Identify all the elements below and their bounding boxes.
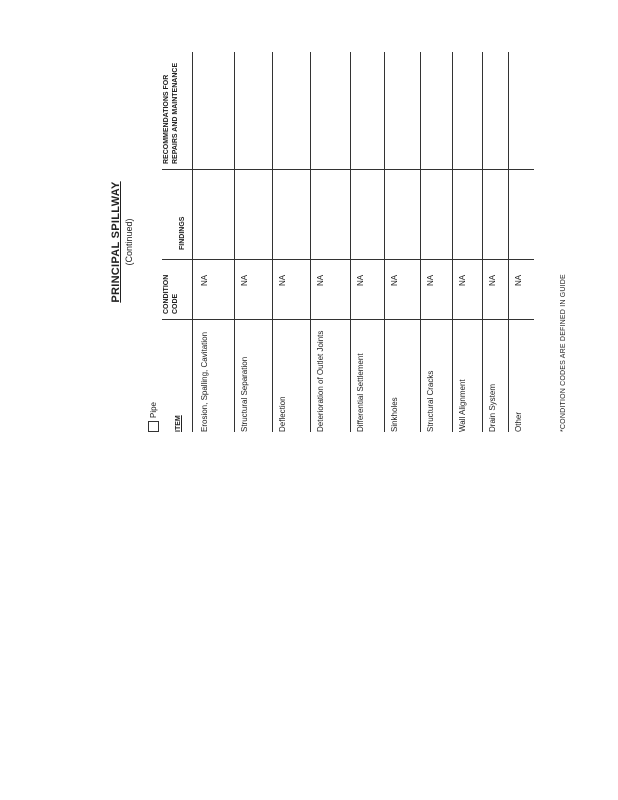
header-rule (192, 52, 193, 432)
row-condition-code[interactable]: NA (458, 274, 467, 286)
row-condition-code[interactable]: NA (316, 274, 325, 286)
row-rule (234, 52, 235, 432)
pipe-checkbox-label: Pipe (149, 401, 158, 418)
footnote: *CONDITION CODES ARE DEFINED IN GUIDE (560, 274, 567, 432)
header-findings: FINDINGS (179, 216, 186, 250)
row-rule (508, 52, 509, 432)
divider-code-findings (162, 259, 534, 260)
row-label: Deterioration of Outlet Joints (316, 330, 325, 432)
row-label: Structural Cracks (426, 370, 435, 432)
row-rule (420, 52, 421, 432)
row-label: Differential Settlement (356, 353, 365, 432)
row-condition-code[interactable]: NA (356, 274, 365, 286)
divider-findings-recommendations (162, 169, 534, 170)
row-condition-code[interactable]: NA (390, 274, 399, 286)
pipe-checkbox[interactable] (148, 421, 159, 432)
row-condition-code[interactable]: NA (200, 274, 209, 286)
inspection-table (162, 52, 534, 432)
row-label: Sinkholes (390, 397, 399, 432)
row-label: Wall Alignment (458, 379, 467, 432)
row-condition-code[interactable]: NA (426, 274, 435, 286)
row-rule (482, 52, 483, 432)
row-rule (384, 52, 385, 432)
row-condition-code[interactable]: NA (488, 274, 497, 286)
row-label: Drain System (488, 383, 497, 432)
divider-item-code (162, 319, 534, 320)
row-label: Structural Separation (240, 356, 249, 432)
header-condition-code: CONDITION CODE (163, 274, 179, 314)
row-label: Erosion, Spalling, Cavitation (200, 331, 209, 432)
row-rule (452, 52, 453, 432)
header-item: ITEM (175, 415, 182, 432)
pipe-checkbox-row[interactable] (148, 402, 159, 432)
page-subtitle: (Continued) (124, 218, 134, 266)
row-condition-code[interactable]: NA (514, 274, 523, 286)
row-label: Deflection (278, 396, 287, 432)
row-condition-code[interactable]: NA (278, 274, 287, 286)
row-rule (350, 52, 351, 432)
page-title: PRINCIPAL SPILLWAY (110, 181, 122, 303)
rotated-form-page (100, 52, 590, 432)
header-recommendations: RECOMMENDATIONS FOR REPAIRS AND MAINTENANCE (163, 62, 179, 164)
row-label: Other (514, 411, 523, 432)
row-condition-code[interactable]: NA (240, 274, 249, 286)
row-rule (272, 52, 273, 432)
row-rule (310, 52, 311, 432)
